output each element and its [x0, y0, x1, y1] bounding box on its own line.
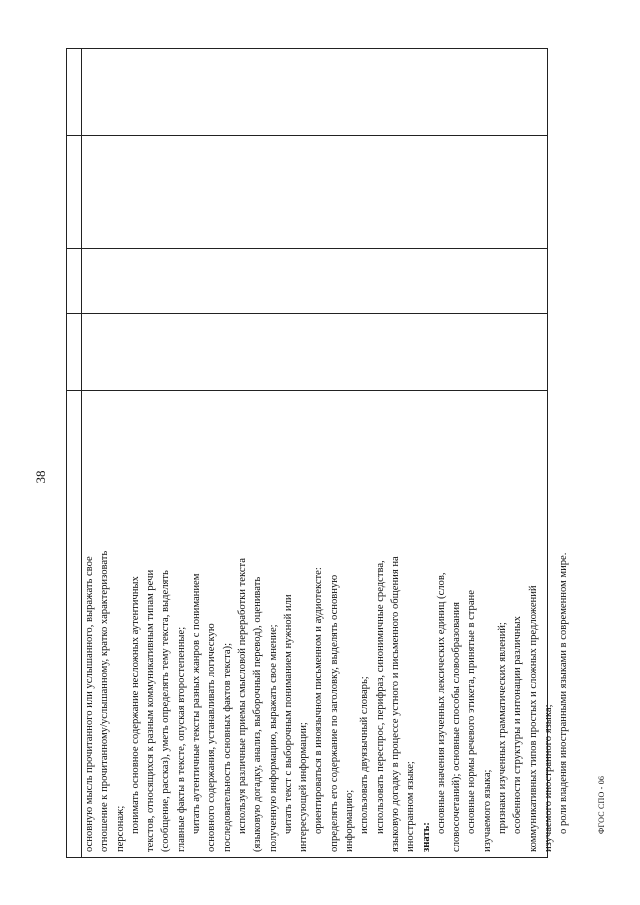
text-line: информацию; [344, 789, 356, 852]
text-line: определять его содержание по заголовку, выделять основную [328, 574, 340, 852]
text-line: (языковую догадку, анализ, выборочный перевод), оценивать [252, 576, 264, 852]
text-line: интересующей информации; [298, 722, 310, 852]
table-row-divider [67, 390, 547, 391]
text-line: используя различные приемы смысловой переработки текста [236, 557, 248, 834]
footer-doc-code: ФГОС СПО - 06 [597, 775, 606, 834]
text-line: языковую догадку в процессе устного и письменного общения на [389, 556, 401, 852]
text-line: читать текст с выборочным пониманием нужной или [282, 594, 294, 834]
table-row-divider [67, 313, 547, 314]
text-line: (сообщение, рассказ), уметь определять тему текста, выделять [160, 570, 172, 852]
text-line: персонаж; [114, 805, 126, 852]
text-line: о роли владения иностранными языками в современном мире. [558, 552, 570, 834]
text-line: последовательность основных фактов текста); [221, 642, 233, 852]
text-line: словосочетаний); основные способы словообразования [451, 602, 463, 852]
text-line: изучаемого иностранного языка; [542, 704, 554, 852]
text-line: читать аутентичные тексты разных жанров с пониманием [191, 573, 203, 834]
section-heading-znat: знать: [420, 822, 432, 852]
text-line: основные значения изученных лексических единиц (слов, [435, 572, 447, 834]
competency-text-block [82, 412, 570, 852]
text-line: использовать двуязычный словарь; [359, 676, 371, 834]
text-line: понимать основное содержание несложных аутентичных [129, 576, 141, 834]
text-line: главные факты в тексте, опуская второстепенные; [175, 626, 187, 852]
text-line: особенности структуры и интонации различных [512, 616, 524, 834]
text-line: иностранном языке; [405, 761, 417, 852]
text-line: отношение к прочитанному/услышанному, кратко характеризовать [99, 550, 111, 852]
text-line: изучаемого языка; [481, 769, 493, 852]
text-line: текстов, относящихся к разным коммуникативным типам речи [145, 569, 157, 852]
table-row-divider [67, 248, 547, 249]
page-number: 38 [33, 470, 48, 484]
text-line: признаки изученных грамматических явлений; [497, 622, 509, 834]
text-line: полученную информацию, выражать свое мнение; [267, 624, 279, 852]
table-row-divider [67, 135, 547, 136]
text-line: коммуникативных типов простых и сложных предложений [527, 585, 539, 852]
text-line: основную мысль прочитанного или услышанного, выражать свое [84, 556, 95, 852]
text-line: использовать переспрос, перифраз, синонимичные средства, [374, 560, 386, 834]
text-line: основного содержания, устанавливать логическую [206, 623, 218, 852]
text-line: ориентироваться в иноязычном письменном и аудиотексте: [313, 567, 325, 834]
text-line: основные нормы речевого этикета, принятые в стране [466, 590, 478, 834]
